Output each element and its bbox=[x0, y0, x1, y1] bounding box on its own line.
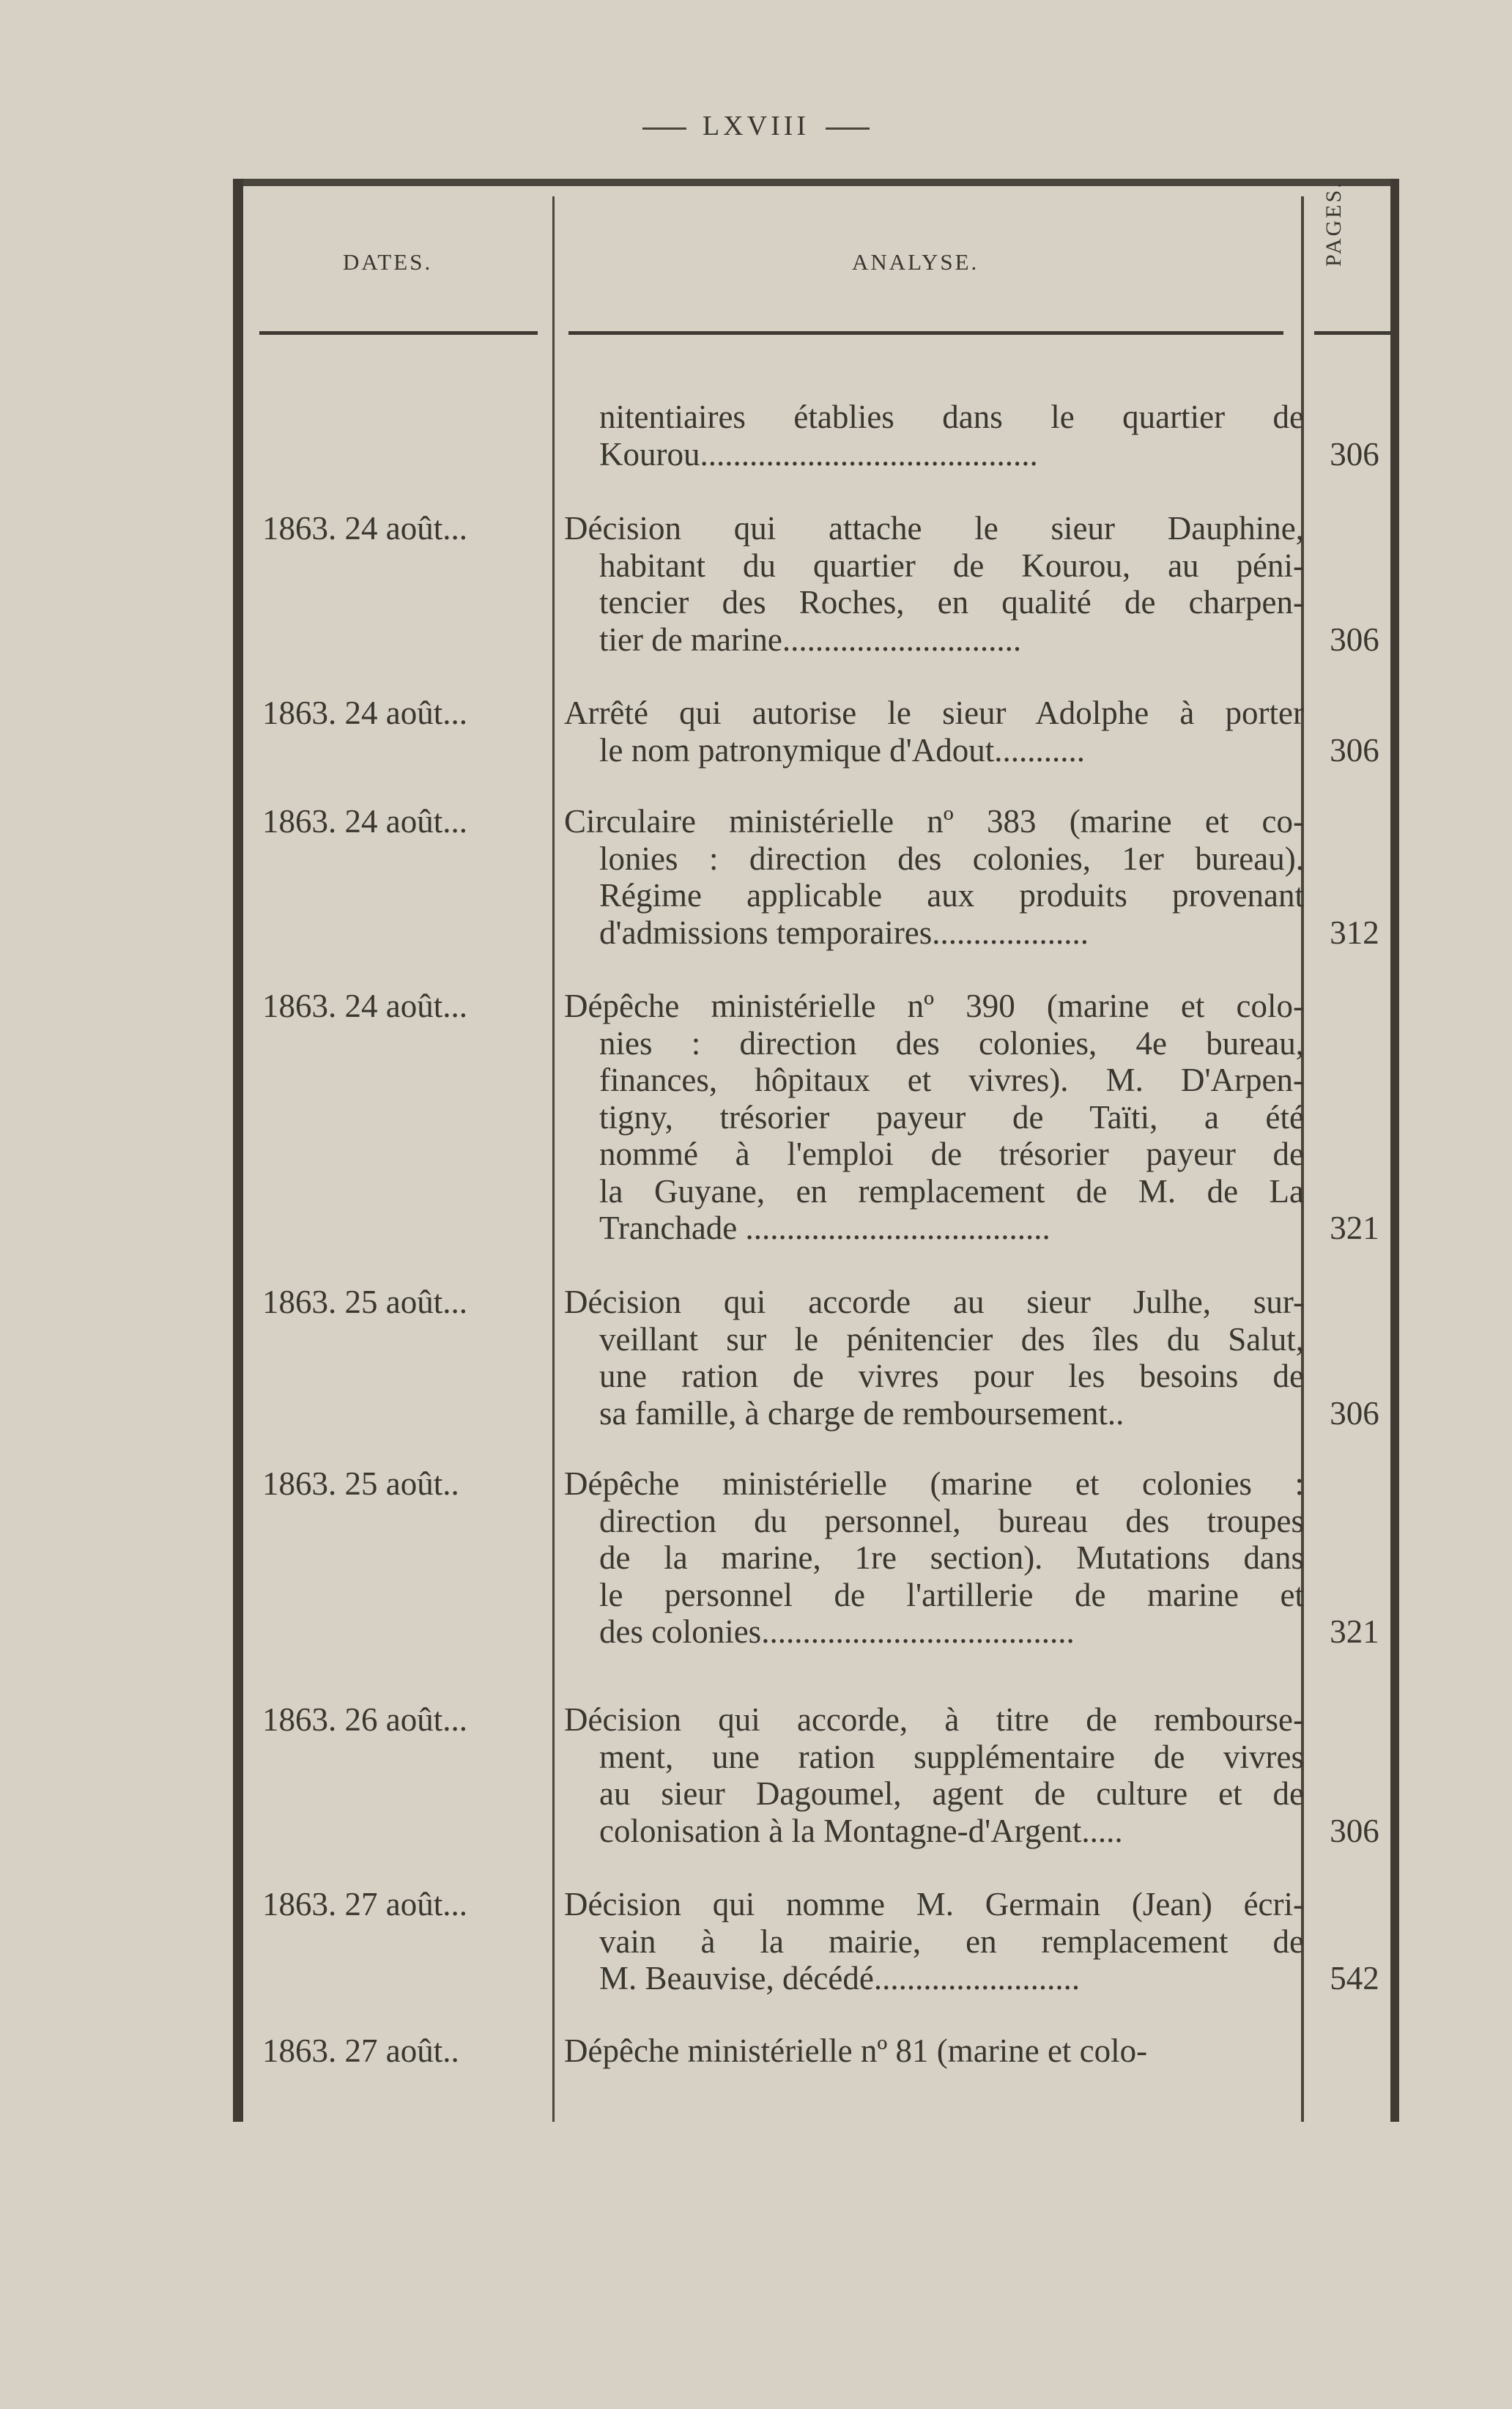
entry-analysis bbox=[564, 1284, 1304, 1432]
entry-analysis bbox=[564, 988, 1304, 1247]
column-separator-dates bbox=[552, 196, 555, 2122]
header-analyse: ANALYSE. bbox=[852, 249, 979, 275]
entry-page-number: 312 bbox=[1330, 914, 1379, 951]
analysis-line: le nom patronymique d'Adout........... bbox=[599, 731, 1086, 769]
analysis-line: tencier des Roches, en qualité de charpen- bbox=[599, 584, 1304, 621]
analysis-line: Décision qui accorde au sieur Julhe, sur- bbox=[564, 1284, 1304, 1320]
analysis-line: des colonies...................................... bbox=[599, 1613, 1075, 1650]
analysis-line: au sieur Dagoumel, agent de culture et de bbox=[599, 1775, 1304, 1812]
analysis-line: vain à la mairie, en remplacement de bbox=[599, 1923, 1304, 1960]
analysis-line: Arrêté qui autorise le sieur Adolphe à porter bbox=[564, 695, 1304, 731]
analysis-line: tigny, trésorier payeur de Taïti, a été bbox=[599, 1098, 1304, 1136]
entry-analysis bbox=[564, 510, 1304, 658]
entry-page-number: 321 bbox=[1330, 1210, 1379, 1246]
analysis-line: Dépêche ministérielle nº 390 (marine et colo- bbox=[564, 988, 1304, 1024]
entry-analysis bbox=[564, 1701, 1304, 1849]
entry-date: 1863. 27 août... bbox=[262, 1886, 467, 1923]
entry-analysis bbox=[564, 399, 1304, 473]
header-dates: DATES. bbox=[343, 249, 433, 275]
entry-page-number: 306 bbox=[1330, 435, 1379, 473]
header-pages: PAGES. bbox=[1322, 180, 1346, 267]
table-top-rule bbox=[233, 179, 1399, 186]
analysis-line: colonisation à la Montagne-d'Argent..... bbox=[599, 1812, 1123, 1849]
analysis-line: finances, hôpitaux et vivres). M. D'Arpen- bbox=[599, 1062, 1304, 1098]
analysis-line: nies : direction des colonies, 4e bureau, bbox=[599, 1024, 1304, 1062]
analysis-line: lonies : direction des colonies, 1er bureau). bbox=[599, 840, 1304, 877]
dash-right bbox=[826, 127, 870, 130]
analysis-line: veillant sur le pénitencier des îles du Salut, bbox=[599, 1320, 1304, 1358]
entry-analysis bbox=[564, 2032, 1304, 2070]
analysis-line: Décision qui attache le sieur Dauphine, bbox=[564, 510, 1304, 547]
entry-page-number: 306 bbox=[1330, 731, 1379, 769]
entry-analysis bbox=[564, 695, 1304, 769]
entry-page-number: 542 bbox=[1330, 1960, 1379, 1997]
entry-date: 1863. 25 août... bbox=[262, 1284, 467, 1320]
analysis-line: habitant du quartier de Kourou, au péni- bbox=[599, 547, 1304, 584]
analysis-line: direction du personnel, bureau des troupes bbox=[599, 1502, 1304, 1539]
entry-date: 1863. 27 août.. bbox=[262, 2032, 459, 2069]
entry-page-number: 321 bbox=[1330, 1613, 1379, 1650]
entry-date: 1863. 25 août.. bbox=[262, 1465, 459, 1502]
entry-page-number: 306 bbox=[1330, 1812, 1379, 1849]
entry-analysis bbox=[564, 1465, 1304, 1651]
analysis-line: d'admissions temporaires................... bbox=[599, 914, 1089, 951]
analysis-line: Régime applicable aux produits provenant bbox=[599, 877, 1304, 914]
analysis-line: ment, une ration supplémentaire de vivres bbox=[599, 1738, 1304, 1775]
analysis-line: Décision qui nomme M. Germain (Jean) écri- bbox=[564, 1886, 1304, 1923]
entry-date: 1863. 24 août... bbox=[262, 803, 467, 840]
analysis-line: le personnel de l'artillerie de marine et bbox=[599, 1576, 1304, 1613]
analysis-line: une ration de vivres pour les besoins de bbox=[599, 1358, 1304, 1394]
analysis-line: Dépêche ministérielle (marine et colonies : bbox=[564, 1465, 1304, 1502]
analysis-line: Décision qui accorde, à titre de rembourse- bbox=[564, 1701, 1304, 1738]
page-number-text: LXVIII bbox=[702, 111, 810, 141]
dash-left bbox=[642, 127, 686, 130]
analysis-line: M. Beauvise, décédé......................... bbox=[599, 1960, 1081, 1997]
entry-date: 1863. 24 août... bbox=[262, 510, 467, 547]
table-left-rule bbox=[233, 179, 243, 2122]
entry-date: 1863. 24 août... bbox=[262, 988, 467, 1024]
header-rule-analyse bbox=[568, 331, 1283, 335]
analysis-line: nommé à l'emploi de trésorier payeur de bbox=[599, 1136, 1304, 1172]
analysis-line: Circulaire ministérielle nº 383 (marine et co- bbox=[564, 803, 1304, 840]
header-rule-dates bbox=[259, 331, 538, 335]
entry-analysis bbox=[564, 803, 1304, 951]
analysis-line: tier de marine............................. bbox=[599, 621, 1022, 658]
entry-page-number: 306 bbox=[1330, 1394, 1379, 1432]
analysis-line: Kourou......................................... bbox=[599, 435, 1038, 473]
entry-page-number: 306 bbox=[1330, 621, 1379, 658]
analysis-line: de la marine, 1re section). Mutations dans bbox=[599, 1539, 1304, 1576]
analysis-line: Dépêche ministérielle nº 81 (marine et colo- bbox=[564, 2032, 1148, 2069]
entry-date: 1863. 26 août... bbox=[262, 1701, 467, 1738]
analysis-line: Tranchade ..................................... bbox=[599, 1210, 1050, 1246]
analysis-line: nitentiaires établies dans le quartier de bbox=[599, 399, 1304, 435]
page-number bbox=[0, 110, 1512, 142]
analysis-line: la Guyane, en remplacement de M. de La bbox=[599, 1172, 1304, 1210]
analysis-line: sa famille, à charge de remboursement.. bbox=[599, 1394, 1124, 1432]
entry-date: 1863. 24 août... bbox=[262, 695, 467, 731]
entry-analysis bbox=[564, 1886, 1304, 1997]
header-rule-pages bbox=[1314, 331, 1393, 335]
index-table bbox=[233, 179, 1399, 2122]
